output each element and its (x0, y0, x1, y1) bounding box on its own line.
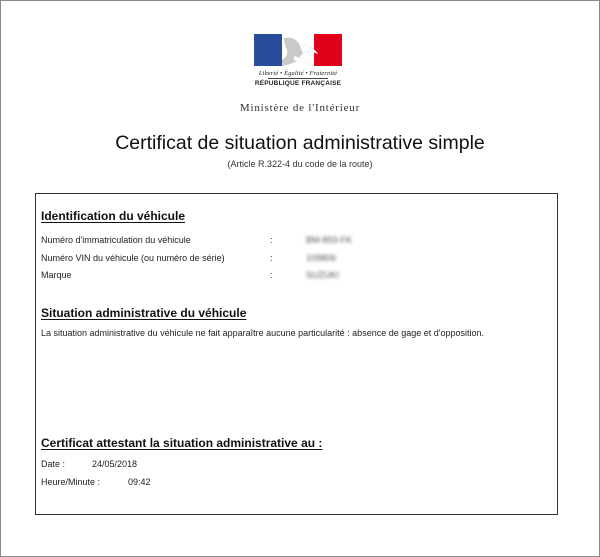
motto: Liberté • Égalité • Fraternité (258, 70, 338, 77)
situation-text: La situation administrative du véhicule ne fait apparaître aucune particularité : absence de gage et d'opposition. (41, 328, 485, 338)
republique-francaise: RÉPUBLIQUE FRANÇAISE (254, 80, 342, 87)
document-title: Certificat de situation administrative simple (115, 132, 485, 154)
marianne-logo (254, 34, 342, 87)
date-label: Date : (41, 459, 66, 469)
french-flag (254, 34, 342, 66)
marque-colon: : (270, 270, 273, 280)
vin-colon: : (270, 253, 273, 263)
certificat-title: Certificat attestant la situation administrative au : (41, 436, 323, 450)
logo-divider (268, 78, 328, 79)
immatriculation-label: Numéro d'immatriculation du véhicule (41, 235, 191, 245)
vin-value: 109806 (306, 253, 337, 263)
document-subtitle: (Article R.322-4 du code de la route) (227, 159, 373, 169)
certificate-box (35, 193, 558, 515)
immatriculation-value: BM-893-FK (306, 235, 353, 245)
identification-title: Identification du véhicule (41, 209, 186, 223)
ministere-label: Ministère de l'Intérieur (239, 102, 361, 114)
vin-label: Numéro VIN du véhicule (ou numéro de série) (41, 253, 225, 263)
situation-title: Situation administrative du véhicule (41, 306, 247, 320)
immatriculation-colon: : (270, 235, 273, 245)
marque-label: Marque (41, 270, 72, 280)
time-label: Heure/Minute : (41, 477, 101, 487)
date-value: 24/05/2018 (92, 459, 138, 469)
marianne-profile-icon (254, 34, 342, 66)
marque-value: SUZUKI (306, 270, 340, 280)
time-value: 09:42 (128, 477, 151, 487)
